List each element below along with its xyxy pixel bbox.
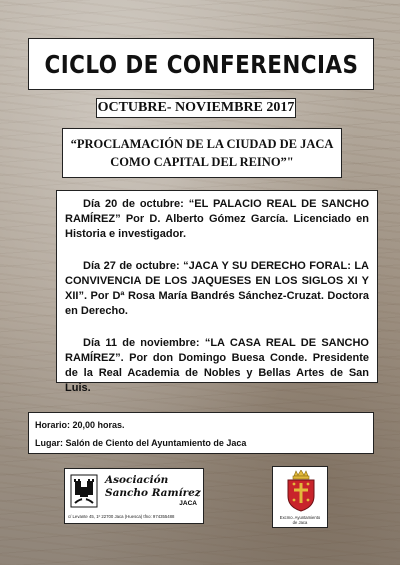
program-box bbox=[56, 190, 378, 394]
city-council-label: Excmo. Ayuntamiento de Jaca bbox=[279, 515, 321, 525]
association-address: c/ Levante 45, 1º 22700 Jaca (Huesca) tfno: 974355488 bbox=[68, 514, 175, 519]
subtitle-box bbox=[62, 128, 342, 178]
page-title: CICLO DE CONFERENCIAS bbox=[44, 49, 358, 79]
date-range: OCTUBRE- NOVIEMBRE 2017 bbox=[97, 100, 295, 115]
schedule-text: Horario: 20,00 horas. bbox=[35, 420, 125, 430]
talk-item: Día 20 de octubre: “EL PALACIO REAL DE SANCHO RAMÍREZ” Por D. Alberto Gómez García. Licenciado en Historia e investigador. bbox=[65, 198, 369, 240]
info-box bbox=[28, 412, 374, 454]
subtitle-line-1: “PROCLAMACIÓN DE LA CIUDAD DE JACA bbox=[70, 137, 334, 151]
title-box bbox=[28, 38, 374, 90]
talk-item: Día 27 de octubre: “JACA Y SU DERECHO FORAL: LA CONVIVENCIA DE LOS JAQUESES EN LOS SIGLOS XI Y XII”. Por Dª Rosa María Bandrés Sánchez-Cruzat. Doctora en Derecho. bbox=[65, 260, 369, 317]
coat-of-arms-icon bbox=[285, 470, 317, 512]
venue-text: Lugar: Salón de Ciento del Ayuntamiento de Jaca bbox=[35, 438, 247, 448]
date-box bbox=[96, 98, 296, 118]
city-council-logo-box bbox=[272, 466, 328, 528]
subtitle-line-2: COMO CAPITAL DEL REINO”" bbox=[110, 155, 294, 169]
association-city-mark: JACA bbox=[179, 500, 197, 507]
talk-item: Día 11 de noviembre: “LA CASA REAL DE SANCHO RAMÍREZ”. Por don Domingo Buesa Conde. Presidente de la Real Academia de Nobles y Bellas Artes de San Luis. bbox=[65, 337, 369, 394]
association-logo-box bbox=[64, 468, 204, 524]
castle-knight-logo-icon bbox=[69, 473, 99, 509]
association-name: Asociación Sancho Ramírez bbox=[105, 474, 201, 499]
